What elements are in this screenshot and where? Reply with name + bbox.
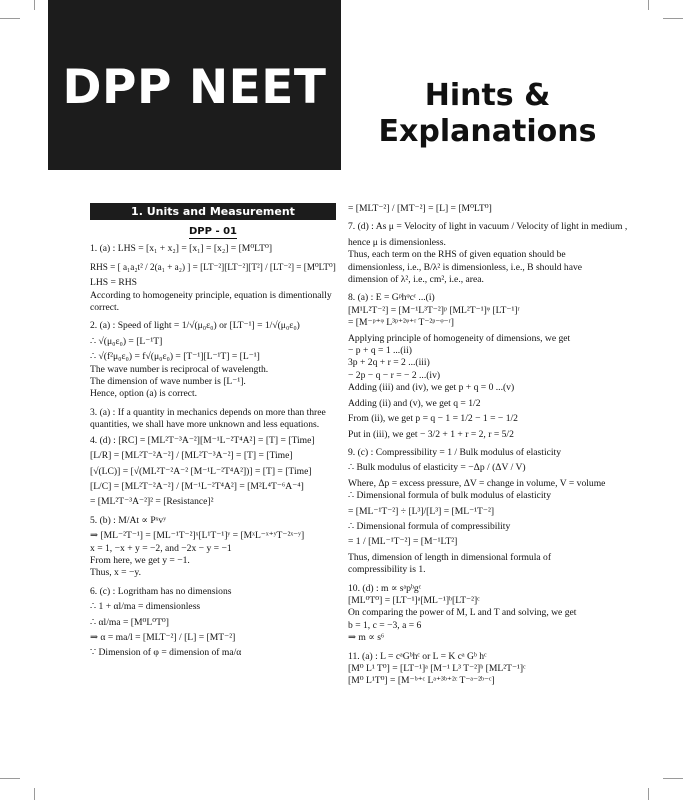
text-line: ⇒ m ∝ s⁶ <box>348 632 385 644</box>
text-line: From (ii), we get p = q − 1 = 1/2 − 1 = − 1/2 <box>348 413 518 425</box>
text-line: 3. (a) : If a quantity in mechanics depends on more than three <box>90 406 326 418</box>
crop-mark <box>648 0 649 10</box>
crop-mark <box>34 788 35 800</box>
text-line: Hence, option (a) is correct. <box>90 388 198 400</box>
text-line: The dimension of wave number is [L⁻¹]. <box>90 376 246 388</box>
crop-mark <box>648 788 649 800</box>
text-line: According to homogeneity principle, equation is dimentionally <box>90 289 332 301</box>
text-line: − p + q = 1 ...(ii) <box>348 345 412 357</box>
crop-mark <box>663 778 683 779</box>
text-line: = [ML²T⁻³A⁻²]² = [Resistance]² <box>90 496 214 508</box>
section-title-line-1: Hints & <box>424 78 551 113</box>
text-line: Put in (iii), we get − 3/2 + 1 + r = 2, r = 5/2 <box>348 428 514 440</box>
text-line: 10. (d) : m ∝ sᵃpᵇgᶜ <box>348 582 422 594</box>
text-line: On comparing the power of M, L and T and solving, we get <box>348 607 577 619</box>
left-solutions <box>90 243 336 659</box>
text-line: ⇒ [ML⁻²T⁻¹] = [ML⁻¹T⁻²]ˣ[L¹T⁻¹]ʸ = [MˣL⁻ˣ⁺ʸT⁻²ˣ⁻ʸ] <box>90 530 305 542</box>
text-line: ∴ √(f²μ₀ε₀) = f√(μ₀ε₀) = [T⁻¹][L⁻¹T] = [L⁻¹] <box>90 351 260 363</box>
text-line: compressibility is 1. <box>348 564 426 576</box>
crop-mark <box>34 0 35 10</box>
text-line: − 2p − q − r = − 2 ...(iv) <box>348 369 441 381</box>
text-line: LHS = RHS <box>90 277 137 289</box>
text-line: Thus, x = −y. <box>90 567 141 579</box>
text-line: [ML⁰T⁰] = [LT⁻¹]ᵃ[ML⁻¹]ᵇ[LT⁻²]ᶜ <box>348 594 480 606</box>
text-line: [M⁰ L¹ T⁰] = [LT⁻¹]ᵃ [M⁻¹ L³ T⁻²]ᵇ [ML²T⁻¹]ᶜ <box>348 663 526 674</box>
text-line: 3p + 2q + r = 2 ...(iii) <box>348 357 430 369</box>
text-line: ∴ αl/ma = [M⁰L⁰T⁰] <box>90 616 169 628</box>
text-line: ∴ √(μ₀ε₀) = [L⁻¹T] <box>90 335 163 347</box>
text-line: 4. (d) : [RC] = [ML²T⁻³A⁻²][M⁻¹L⁻²T⁴A²] = [T] = [Time] <box>90 434 315 446</box>
text-line: The wave number is reciprocal of wavelength. <box>90 363 269 375</box>
chapter-title-bar: 1. Units and Measurement <box>90 203 336 220</box>
text-line: = [ML⁻¹T⁻²] ÷ [L³]/[L³] = [ML⁻¹T⁻²] <box>348 505 495 517</box>
dpp-label-text: DPP - 01 <box>189 226 237 237</box>
crop-mark <box>0 778 20 779</box>
dpp-label <box>90 226 336 238</box>
section-title-line-2: Explanations <box>378 114 597 149</box>
text-line: correct. <box>90 302 120 314</box>
text-line: ∴ Bulk modulus of elasticity = −Δp / (ΔV / V) <box>348 462 526 474</box>
text-line: ∵ Dimension of φ = dimension of ma/α <box>90 647 242 659</box>
text-line: b = 1, c = −3, a = 6 <box>348 619 422 631</box>
brand-title: DPP NEET <box>62 60 327 115</box>
text-line: Applying principle of homogeneity of dimensions, we get <box>348 332 571 344</box>
text-line: 8. (a) : E = Gᵖhᵠcʳ ...(i) <box>348 292 435 304</box>
text-line: = [M⁻ᵖ⁺ᵠ L³ᵖ⁺²ᵠ⁺ʳ T⁻²ᵖ⁻ᵠ⁻ʳ] <box>348 317 454 329</box>
text-line: [M¹L²T⁻²] = [M⁻¹L³T⁻²]ᵖ [ML²T⁻¹]ᵠ [LT⁻¹]ʳ <box>348 304 520 316</box>
text-line: hence μ is dimensionless. <box>348 236 446 248</box>
text-line: 1. (a) : LHS = [x₁ + x₂] = [x₁] = [x₂] = [M⁰LT⁰] <box>90 243 273 255</box>
text-line: ⇒ α = ma/l = [MLT⁻²] / [L] = [MT⁻²] <box>90 631 236 643</box>
text-line: Where, Δp = excess pressure, ΔV = change in volume, V = volume <box>348 477 606 489</box>
text-line: 5. (b) : M/At ∝ Pˣvʸ <box>90 514 167 526</box>
text-line: = 1 / [ML⁻¹T⁻²] = [M⁻¹LT²] <box>348 536 458 548</box>
text-line: Adding (ii) and (v), we get q = 1/2 <box>348 397 481 409</box>
text-line: = [MLT⁻²] / [MT⁻²] = [L] = [M⁰LT⁰] <box>348 203 492 214</box>
text-line: From here, we get y = −1. <box>90 554 190 566</box>
crop-mark <box>663 18 683 19</box>
text-line: ∴ 1 + αl/ma = dimensionless <box>90 601 201 613</box>
right-column <box>348 203 630 688</box>
text-line: Thus, dimension of length in dimensional formula of <box>348 551 552 563</box>
text-line: 2. (a) : Speed of light = 1/√(μ₀ε₀) or [LT⁻¹] = 1/√(μ₀ε₀) <box>90 320 300 332</box>
text-line: dimension of λ², i.e., cm², i.e., area. <box>348 274 484 286</box>
text-line: 7. (d) : As μ = Velocity of light in vacuum / Velocity of light in medium , <box>348 221 628 233</box>
text-line: 9. (c) : Compressibility = 1 / Bulk modulus of elasticity <box>348 446 561 458</box>
text-line: [√(LC)] = [√(ML²T⁻²A⁻² [M⁻¹L⁻²T⁴A²])] = [T] = [Time] <box>90 465 312 477</box>
text-line: Thus, each term on the RHS of given equation should be <box>348 249 566 261</box>
text-line: [L/C] = [ML²T⁻²A⁻²] / [M⁻¹L⁻²T⁴A²] = [M²L⁴T⁻⁶A⁻⁴] <box>90 480 304 492</box>
text-line: RHS = [ a₁a₂t² / 2(a₁ + a₂) ] = [LT⁻²][LT⁻²][T²] / [LT⁻²] = [M⁰LT⁰] <box>90 261 336 273</box>
text-line: [L/R] = [ML²T⁻²A⁻²] / [ML²T⁻³A⁻²] = [T] = [Time] <box>90 450 293 462</box>
crop-mark <box>0 18 20 19</box>
right-solutions <box>348 203 630 688</box>
text-line: Adding (iii) and (iv), we get p + q = 0 ...(v) <box>348 382 515 394</box>
text-line: x = 1, −x + y = −2, and −2x − y = −1 <box>90 542 232 554</box>
header-banner-light <box>341 0 634 170</box>
text-line: quantities, we shall have more unknown and less equations. <box>90 419 320 431</box>
text-line: ∴ Dimensional formula of bulk modulus of elasticity <box>348 490 552 502</box>
text-line: ∴ Dimensional formula of compressibility <box>348 520 511 532</box>
header-banner-dark <box>48 0 341 170</box>
left-column <box>90 203 336 660</box>
text-line: 11. (a) : L = cᵃGᵇhᶜ or L = K cᵃ Gᵇ hᶜ <box>348 650 487 662</box>
text-line: 6. (c) : Logritham has no dimensions <box>90 585 232 597</box>
text-line: [M⁰ L¹T⁰] = [M⁻ᵇ⁺ᶜ Lᵃ⁺³ᵇ⁺²ᶜ T⁻ᵃ⁻²ᵇ⁻ᶜ] <box>348 675 495 687</box>
text-line: dimensionless, i.e., B/λ² is dimensionless, i.e., B should have <box>348 261 583 273</box>
